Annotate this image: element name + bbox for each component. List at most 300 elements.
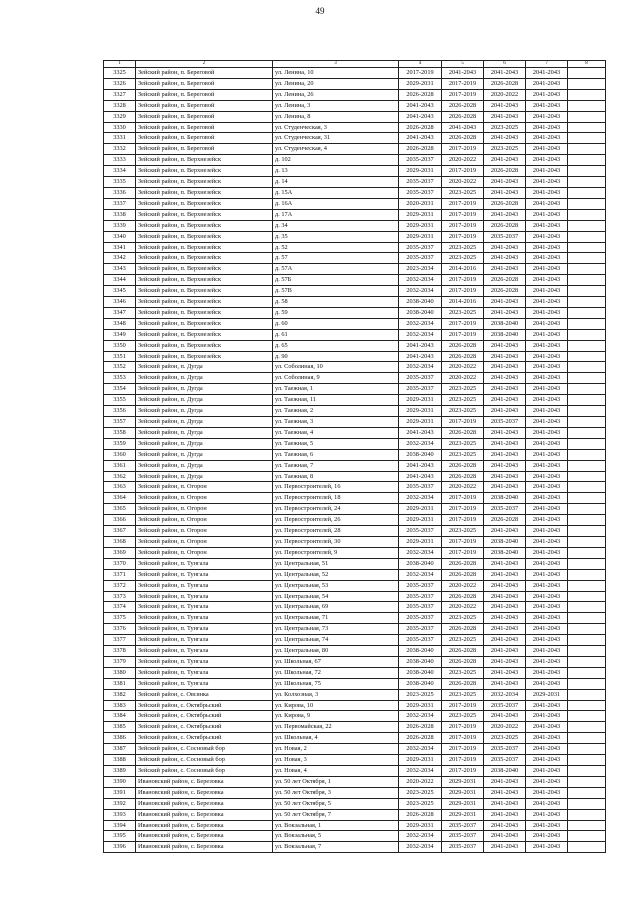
table-cell: 2041-2043 — [399, 340, 442, 351]
table-cell — [568, 275, 606, 286]
table-cell: 2020-2022 — [399, 776, 442, 787]
table-row — [104, 122, 606, 133]
table-cell: Зейский район, п. Дугда — [136, 460, 273, 471]
table-cell — [568, 395, 606, 406]
table-cell: ул. Первостроителей, 16 — [273, 482, 399, 493]
table-cell: 2041-2043 — [526, 253, 568, 264]
table-cell: 3381 — [104, 678, 136, 689]
table-cell: 3365 — [104, 504, 136, 515]
column-header: 6 — [484, 61, 526, 68]
table-cell — [568, 689, 606, 700]
table-cell: Зейский район, п. Верхнезейск — [136, 264, 273, 275]
table-cell: 2023-2025 — [399, 787, 442, 798]
table-cell: 2041-2043 — [526, 646, 568, 657]
table-cell: 3380 — [104, 667, 136, 678]
table-row — [104, 471, 606, 482]
table-cell: д. 17А — [273, 209, 399, 220]
table-cell: 2041-2043 — [484, 406, 526, 417]
table-cell: 2041-2043 — [526, 471, 568, 482]
table-cell: ул. Таежная, 6 — [273, 449, 399, 460]
table-cell: д. 57 — [273, 253, 399, 264]
table-cell: 2041-2043 — [526, 722, 568, 733]
table-cell: 2041-2043 — [484, 264, 526, 275]
table-row — [104, 755, 606, 766]
table-cell — [568, 264, 606, 275]
table-cell: 2041-2043 — [526, 515, 568, 526]
table-cell: ул. Новая, 4 — [273, 766, 399, 777]
table-cell: 2035-2037 — [399, 624, 442, 635]
table-cell: ул. Первостроителей, 28 — [273, 526, 399, 537]
table-cell: ул. Первомайская, 22 — [273, 722, 399, 733]
table-cell: 3360 — [104, 449, 136, 460]
table-cell: Зейский район, п. Береговой — [136, 100, 273, 111]
table-cell: 3383 — [104, 700, 136, 711]
table-cell: 2041-2043 — [526, 417, 568, 428]
table-cell: 2041-2043 — [484, 624, 526, 635]
table-cell: 2032-2034 — [399, 362, 442, 373]
table-cell: 3347 — [104, 307, 136, 318]
table-cell: 2023-2025 — [399, 689, 442, 700]
table-cell: 2041-2043 — [526, 340, 568, 351]
table-cell: 2041-2043 — [484, 449, 526, 460]
table-cell: Зейский район, п. Дугда — [136, 384, 273, 395]
table-cell: 2029-2031 — [399, 166, 442, 177]
table-cell: Зейский район, п. Тунгала — [136, 646, 273, 657]
table-cell: 2038-2040 — [484, 318, 526, 329]
table-cell — [568, 722, 606, 733]
table-cell: 2020-2022 — [442, 177, 484, 188]
table-cell: 2026-2028 — [399, 733, 442, 744]
table-cell: 2041-2043 — [484, 646, 526, 657]
table-cell: 2017-2019 — [442, 166, 484, 177]
table-cell: 2026-2028 — [442, 133, 484, 144]
table-cell: 2041-2043 — [526, 787, 568, 798]
table-row — [104, 526, 606, 537]
table-cell: 2041-2043 — [484, 831, 526, 842]
table-cell: 2041-2043 — [526, 209, 568, 220]
table-cell: 2041-2043 — [399, 133, 442, 144]
table-cell: 2041-2043 — [484, 384, 526, 395]
table-cell: 2029-2031 — [442, 798, 484, 809]
table-cell: Зейский район, п. Верхнезейск — [136, 297, 273, 308]
table-cell: 3389 — [104, 766, 136, 777]
table-cell — [568, 831, 606, 842]
table-cell: д. 52 — [273, 242, 399, 253]
table-cell: 2023-2034 — [399, 264, 442, 275]
table-cell: 2041-2043 — [526, 68, 568, 79]
table-cell: 2029-2031 — [442, 776, 484, 787]
table-cell: 2041-2043 — [526, 78, 568, 89]
table-cell: ул. Новая, 2 — [273, 744, 399, 755]
table-cell: Зейский район, п. Верхнезейск — [136, 318, 273, 329]
table-cell: 2032-2034 — [399, 286, 442, 297]
table-cell: 2029-2031 — [399, 755, 442, 766]
table-cell: Ивановский район, с. Березовка — [136, 842, 273, 853]
table-row — [104, 515, 606, 526]
table-cell: д. 14 — [273, 177, 399, 188]
table-cell: 2029-2031 — [399, 515, 442, 526]
table-cell: Ивановский район, с. Березовка — [136, 798, 273, 809]
table-cell: д. 34 — [273, 220, 399, 231]
table-cell: 3331 — [104, 133, 136, 144]
table-cell: 2032-2034 — [399, 744, 442, 755]
table-cell: ул. Таежная, 3 — [273, 417, 399, 428]
table-cell: 2020-2022 — [442, 482, 484, 493]
table-cell — [568, 417, 606, 428]
table-cell: 2041-2043 — [526, 482, 568, 493]
table-cell: Зейский район, п. Верхнезейск — [136, 220, 273, 231]
table-cell: 2038-2040 — [399, 297, 442, 308]
table-cell: д. 61 — [273, 329, 399, 340]
data-table — [103, 60, 606, 853]
table-cell: 2023-2025 — [442, 406, 484, 417]
table-cell: Зейский район, с. Сосновый бор — [136, 766, 273, 777]
table-cell: 3334 — [104, 166, 136, 177]
table-cell: д. 16А — [273, 198, 399, 209]
table-cell: 2041-2043 — [442, 122, 484, 133]
table-cell — [568, 209, 606, 220]
table-cell: Зейский район, п. Тунгала — [136, 635, 273, 646]
table-cell: 2041-2043 — [399, 471, 442, 482]
table-cell: 2041-2043 — [484, 133, 526, 144]
table-cell: Зейский район, п. Огорон — [136, 493, 273, 504]
table-cell: Зейский район, п. Тунгала — [136, 580, 273, 591]
table-cell: 2026-2028 — [442, 111, 484, 122]
table-cell: 3353 — [104, 373, 136, 384]
table-cell: 2041-2043 — [526, 809, 568, 820]
table-cell — [568, 362, 606, 373]
table-cell: 2032-2034 — [399, 438, 442, 449]
table-cell — [568, 504, 606, 515]
table-cell: 2041-2043 — [526, 329, 568, 340]
table-cell: 3327 — [104, 89, 136, 100]
column-header: 5 — [442, 61, 484, 68]
table-row — [104, 384, 606, 395]
table-cell: Ивановский район, с. Березовка — [136, 831, 273, 842]
table-cell: 3325 — [104, 68, 136, 79]
table-cell: Зейский район, п. Верхнезейск — [136, 253, 273, 264]
column-header: 1 — [104, 61, 136, 68]
table-cell: Зейский район, п. Огорон — [136, 526, 273, 537]
table-cell: 2020-2022 — [484, 89, 526, 100]
table-cell: 3366 — [104, 515, 136, 526]
table-cell: 3393 — [104, 809, 136, 820]
table-cell: 2041-2043 — [526, 438, 568, 449]
table-cell: 3352 — [104, 362, 136, 373]
table-cell — [568, 526, 606, 537]
table-cell: 2017-2019 — [442, 220, 484, 231]
table-cell: 2041-2043 — [526, 155, 568, 166]
table-cell: д. 60 — [273, 318, 399, 329]
table-cell: 2041-2043 — [526, 460, 568, 471]
table-cell: 2041-2043 — [484, 580, 526, 591]
table-cell: 2017-2019 — [442, 504, 484, 515]
table-cell: 3339 — [104, 220, 136, 231]
table-cell: 2041-2043 — [526, 536, 568, 547]
table-cell: 2017-2019 — [442, 493, 484, 504]
table-row — [104, 558, 606, 569]
table-cell: 3341 — [104, 242, 136, 253]
table-cell: д. 59 — [273, 307, 399, 318]
table-cell: 2032-2034 — [399, 569, 442, 580]
table-cell: 2023-2025 — [442, 711, 484, 722]
table-cell — [568, 406, 606, 417]
table-cell: 3345 — [104, 286, 136, 297]
table-cell — [568, 198, 606, 209]
table-cell: 3368 — [104, 536, 136, 547]
table-cell: 2041-2043 — [526, 187, 568, 198]
table-cell: 2023-2025 — [442, 307, 484, 318]
table-cell: ул. Кирова, 9 — [273, 711, 399, 722]
table-cell: 2023-2025 — [442, 187, 484, 198]
table-cell: Зейский район, с. Октябрьский — [136, 711, 273, 722]
table-cell: 2032-2034 — [399, 493, 442, 504]
table-cell: 2026-2028 — [484, 286, 526, 297]
table-cell: Зейский район, п. Береговой — [136, 122, 273, 133]
table-cell: 2035-2037 — [399, 177, 442, 188]
table-cell: Зейский район, п. Дугда — [136, 449, 273, 460]
table-cell: ул. Таежная, 5 — [273, 438, 399, 449]
table-cell: 2032-2034 — [399, 711, 442, 722]
table-cell: 2035-2037 — [399, 580, 442, 591]
table-cell: 3386 — [104, 733, 136, 744]
table-cell: 2041-2043 — [526, 547, 568, 558]
table-cell: ул. Вокзальная, 7 — [273, 842, 399, 853]
table-cell: Зейский район, п. Тунгала — [136, 569, 273, 580]
table-cell: Зейский район, п. Верхнезейск — [136, 286, 273, 297]
table-cell — [568, 155, 606, 166]
table-cell: 2041-2043 — [484, 395, 526, 406]
table-cell: ул. Вокзальная, 1 — [273, 820, 399, 831]
table-cell: 3355 — [104, 395, 136, 406]
table-cell: Зейский район, п. Огорон — [136, 547, 273, 558]
table-cell: 2038-2040 — [399, 307, 442, 318]
table-cell: 2026-2028 — [399, 89, 442, 100]
table-row — [104, 329, 606, 340]
table-cell: 3343 — [104, 264, 136, 275]
table-row — [104, 569, 606, 580]
table-cell: 3382 — [104, 689, 136, 700]
table-cell: 2020-2022 — [442, 362, 484, 373]
table-cell: ул. 50 лет Октября, 5 — [273, 798, 399, 809]
table-cell: 2026-2028 — [484, 198, 526, 209]
table-cell: 2026-2028 — [442, 656, 484, 667]
table-cell: 2023-2025 — [442, 253, 484, 264]
table-cell: 2041-2043 — [399, 100, 442, 111]
table-cell: Зейский район, п. Береговой — [136, 133, 273, 144]
table-cell: 2041-2043 — [484, 155, 526, 166]
table-cell — [568, 744, 606, 755]
table-cell: 2041-2043 — [484, 111, 526, 122]
table-cell: 2029-2031 — [399, 820, 442, 831]
table-cell: 3364 — [104, 493, 136, 504]
table-cell: 2035-2037 — [484, 417, 526, 428]
table-cell: 2041-2043 — [484, 678, 526, 689]
table-cell: 3342 — [104, 253, 136, 264]
table-cell: 3385 — [104, 722, 136, 733]
table-cell: 2035-2037 — [484, 700, 526, 711]
table-cell: 2035-2037 — [442, 842, 484, 853]
table-cell: Ивановский район, с. Березовка — [136, 787, 273, 798]
table-cell: 2014-2016 — [442, 264, 484, 275]
table-cell: ул. Школьная, 67 — [273, 656, 399, 667]
table-cell: 3377 — [104, 635, 136, 646]
table-cell — [568, 133, 606, 144]
table-cell: 2023-2025 — [442, 449, 484, 460]
table-cell: Зейский район, с. Сосновый бор — [136, 744, 273, 755]
table-cell: Зейский район, п. Верхнезейск — [136, 307, 273, 318]
table-cell: 3372 — [104, 580, 136, 591]
table-row — [104, 809, 606, 820]
table-cell: 3363 — [104, 482, 136, 493]
table-row — [104, 820, 606, 831]
table-cell: ул. Студенческая, 3 — [273, 122, 399, 133]
table-cell: 2038-2040 — [399, 678, 442, 689]
table-cell: 2017-2019 — [442, 722, 484, 733]
table-cell — [568, 820, 606, 831]
table-cell: Зейский район, п. Верхнезейск — [136, 177, 273, 188]
table-cell: 2041-2043 — [526, 449, 568, 460]
table-cell: 3354 — [104, 384, 136, 395]
table-cell: ул. Центральная, 71 — [273, 613, 399, 624]
table-cell: Ивановский район, с. Березовка — [136, 776, 273, 787]
table-cell: 2023-2025 — [484, 733, 526, 744]
table-cell — [568, 776, 606, 787]
table-row — [104, 89, 606, 100]
table-cell: 3357 — [104, 417, 136, 428]
table-cell: 2038-2040 — [484, 329, 526, 340]
table-cell: 2041-2043 — [484, 776, 526, 787]
table-cell — [568, 100, 606, 111]
table-cell: Зейский район, п. Тунгала — [136, 613, 273, 624]
table-cell: 2026-2028 — [442, 558, 484, 569]
table-cell — [568, 78, 606, 89]
table-cell: 3395 — [104, 831, 136, 842]
table-row — [104, 373, 606, 384]
table-cell — [568, 187, 606, 198]
table-cell: 2029-2031 — [399, 504, 442, 515]
table-cell: Зейский район, с. Сосновый бор — [136, 755, 273, 766]
table-cell: Зейский район, п. Береговой — [136, 144, 273, 155]
table-cell — [568, 547, 606, 558]
table-row — [104, 340, 606, 351]
table-cell: 2029-2031 — [399, 536, 442, 547]
table-cell: Зейский район, п. Дугда — [136, 427, 273, 438]
table-cell: 2017-2019 — [442, 89, 484, 100]
table-row — [104, 275, 606, 286]
table-cell: 2041-2043 — [484, 787, 526, 798]
table-row — [104, 351, 606, 362]
table-cell: 2041-2043 — [442, 68, 484, 79]
table-cell: 2041-2043 — [526, 667, 568, 678]
table-cell: Зейский район, п. Огорон — [136, 482, 273, 493]
table-cell: 2035-2037 — [399, 155, 442, 166]
table-cell: 2032-2034 — [399, 329, 442, 340]
table-cell: 2026-2028 — [484, 515, 526, 526]
table-cell: 2041-2043 — [484, 187, 526, 198]
table-cell: 2029-2031 — [399, 231, 442, 242]
table-cell: ул. Центральная, 74 — [273, 635, 399, 646]
table-cell: 2017-2019 — [399, 68, 442, 79]
table-cell: 2041-2043 — [526, 395, 568, 406]
table-cell: 2041-2043 — [526, 231, 568, 242]
table-row — [104, 242, 606, 253]
table-cell: 2032-2034 — [399, 842, 442, 853]
table-cell: 2041-2043 — [526, 100, 568, 111]
table-cell: ул. Таежная, 2 — [273, 406, 399, 417]
table-cell: 3328 — [104, 100, 136, 111]
table-cell: 2041-2043 — [484, 711, 526, 722]
table-cell: 3332 — [104, 144, 136, 155]
table-row — [104, 580, 606, 591]
column-header: 2 — [136, 61, 273, 68]
table-cell: ул. Центральная, 51 — [273, 558, 399, 569]
table-cell: 2026-2028 — [399, 144, 442, 155]
table-cell: 2041-2043 — [526, 122, 568, 133]
table-cell: 2020-2022 — [484, 722, 526, 733]
table-cell — [568, 766, 606, 777]
table-cell: 3338 — [104, 209, 136, 220]
table-cell — [568, 580, 606, 591]
table-row — [104, 209, 606, 220]
table-cell — [568, 340, 606, 351]
table-cell: 2020-2022 — [442, 155, 484, 166]
table-cell: 2038-2040 — [484, 536, 526, 547]
table-cell: 2017-2019 — [442, 275, 484, 286]
table-cell: 3356 — [104, 406, 136, 417]
table-row — [104, 68, 606, 79]
table-cell: 3379 — [104, 656, 136, 667]
table-cell: 3396 — [104, 842, 136, 853]
table-cell: Зейский район, с. Октябрьский — [136, 700, 273, 711]
table-cell: ул. Центральная, 53 — [273, 580, 399, 591]
table-cell: Зейский район, п. Верхнезейск — [136, 155, 273, 166]
table-row — [104, 689, 606, 700]
table-row — [104, 787, 606, 798]
table-cell: ул. Ленина, 8 — [273, 111, 399, 122]
table-cell: ул. 50 лет Октября, 7 — [273, 809, 399, 820]
table-row — [104, 133, 606, 144]
table-cell: 3391 — [104, 787, 136, 798]
table-cell: Зейский район, с. Овсянка — [136, 689, 273, 700]
table-cell: 3370 — [104, 558, 136, 569]
table-row — [104, 449, 606, 460]
table-cell — [568, 297, 606, 308]
table-cell: 2041-2043 — [526, 842, 568, 853]
table-cell — [568, 493, 606, 504]
table-row — [104, 766, 606, 777]
table-cell — [568, 646, 606, 657]
table-cell: 2026-2028 — [442, 471, 484, 482]
table-cell: 2041-2043 — [526, 798, 568, 809]
table-cell: 2041-2043 — [484, 209, 526, 220]
table-row — [104, 438, 606, 449]
table-cell — [568, 667, 606, 678]
table-cell: ул. Ленина, 20 — [273, 78, 399, 89]
table-cell — [568, 307, 606, 318]
table-cell: Зейский район, п. Огорон — [136, 515, 273, 526]
table-cell — [568, 733, 606, 744]
table-cell — [568, 809, 606, 820]
table-row — [104, 406, 606, 417]
table-cell: Зейский район, п. Дугда — [136, 362, 273, 373]
table-cell: 2041-2043 — [526, 362, 568, 373]
table-cell: ул. Ленина, 26 — [273, 89, 399, 100]
column-header: 4 — [399, 61, 442, 68]
table-cell — [568, 482, 606, 493]
table-cell — [568, 842, 606, 853]
table-cell: 2023-2025 — [442, 438, 484, 449]
